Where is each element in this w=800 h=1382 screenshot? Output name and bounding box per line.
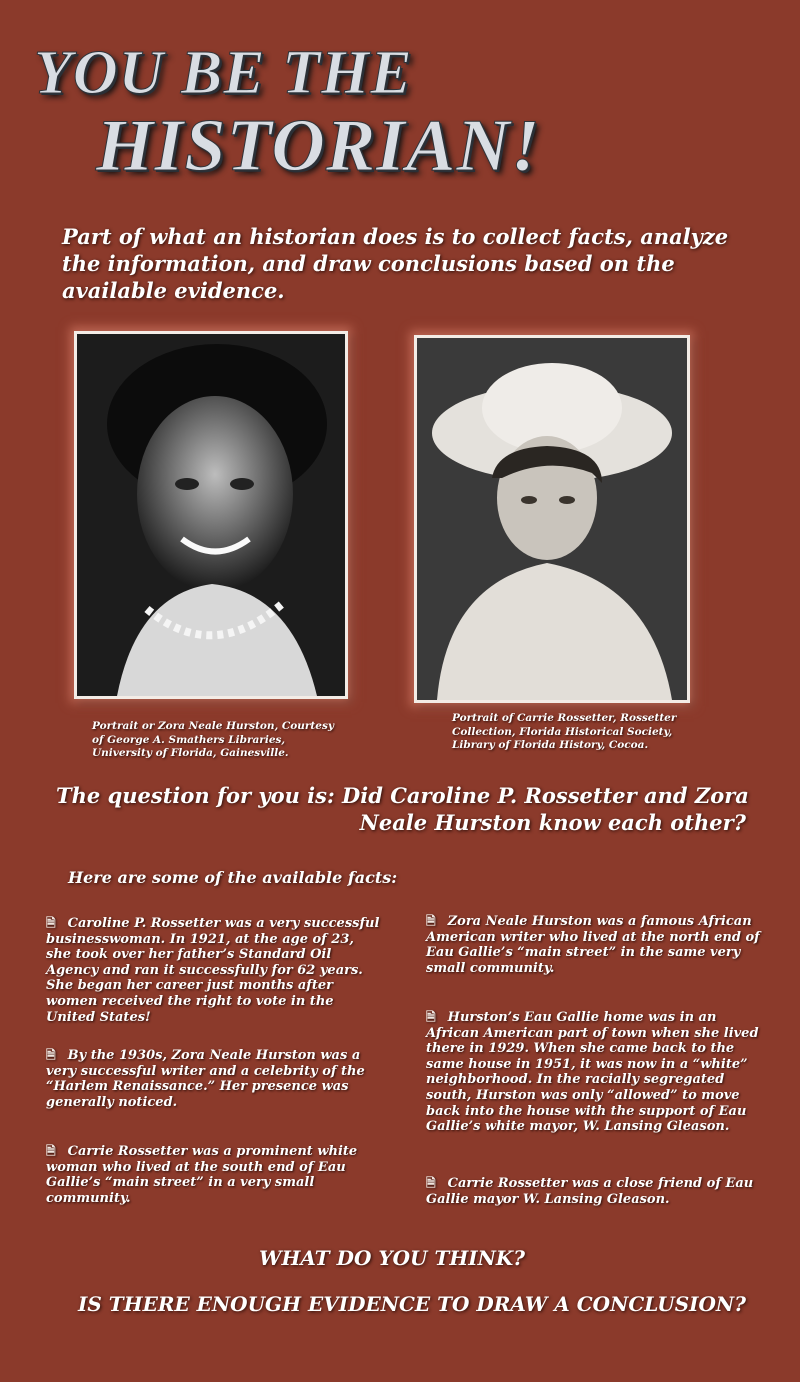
document-icon: 🗎 [46,1144,56,1158]
document-icon: 🗎 [46,916,56,930]
question-line-1: The question for you is: Did Caroline P. Rossetter and Zora [56,783,749,808]
title-line-1: YOU BE THE [34,39,413,107]
question [56,782,776,837]
rossetter-portrait [414,335,690,703]
document-icon: 🗎 [426,1010,436,1024]
title-line-2: HISTORIAN! [96,105,541,187]
fact-text: Zora Neale Hurston was a famous African American writer who lived at the north end of Eau Gallie’s “main street” in the same very small community. [426,914,760,976]
fact-item [426,1176,766,1207]
fact-item [426,914,766,976]
intro-paragraph: Part of what an historian does is to collect facts, analyze the information, and draw conclusions based on the available evidence. [62,224,729,303]
call-to-action-1: WHAT DO YOU THINK? [259,1246,525,1270]
fact-text: Carrie Rossetter was a close friend of Eau Gallie mayor W. Lansing Gleason. [426,1176,754,1207]
fact-item [46,1144,381,1206]
document-icon: 🗎 [46,1048,56,1062]
fact-text: By the 1930s, Zora Neale Hurston was a very successful writer and a celebrity of the “Harlem Renaissance.” Her presence was generally noticed. [46,1048,365,1110]
fact-text: Carrie Rossetter was a prominent white woman who lived at the south end of Eau Gallie’s “main street” in a very small community. [46,1144,358,1206]
facts-intro: Here are some of the available facts: [68,868,398,887]
fact-item [46,1048,381,1110]
question-line-2: Neale Hurston know each other? [359,810,746,836]
hurston-caption: Portrait or Zora Neale Hurston, Courtesy of George A. Smathers Libraries, University of Florida, Gainesville. [92,720,334,760]
fact-text: Hurston’s Eau Gallie home was in an African American part of town when she lived there in 1929. When she came back to the same house in 1951, it was now in a “white” neighborhood. In the racially segregated south, Hurston was only “allowed” to move back into the house with the support of Eau Gallie’s white mayor, W. Lansing Gleason. [426,1010,759,1135]
fact-item [426,1010,766,1135]
hurston-portrait [74,331,348,699]
document-icon: 🗎 [426,914,436,928]
rossetter-caption: Portrait of Carrie Rossetter, Rossetter Collection, Florida Historical Society, Library of Florida History, Cocoa. [452,712,677,752]
rossetter-portrait-image [417,338,687,700]
call-to-action-2: IS THERE ENOUGH EVIDENCE TO DRAW A CONCLUSION? [78,1292,746,1316]
fact-item [46,916,381,1025]
hurston-portrait-image [77,334,345,696]
fact-text: Caroline P. Rossetter was a very successful businesswoman. In 1921, at the age of 23, she took over her father’s Standard Oil Agency and ran it successfully for 62 years. She began her career just months after women received the right to vote in the United States! [46,916,380,1025]
document-icon: 🗎 [426,1176,436,1190]
